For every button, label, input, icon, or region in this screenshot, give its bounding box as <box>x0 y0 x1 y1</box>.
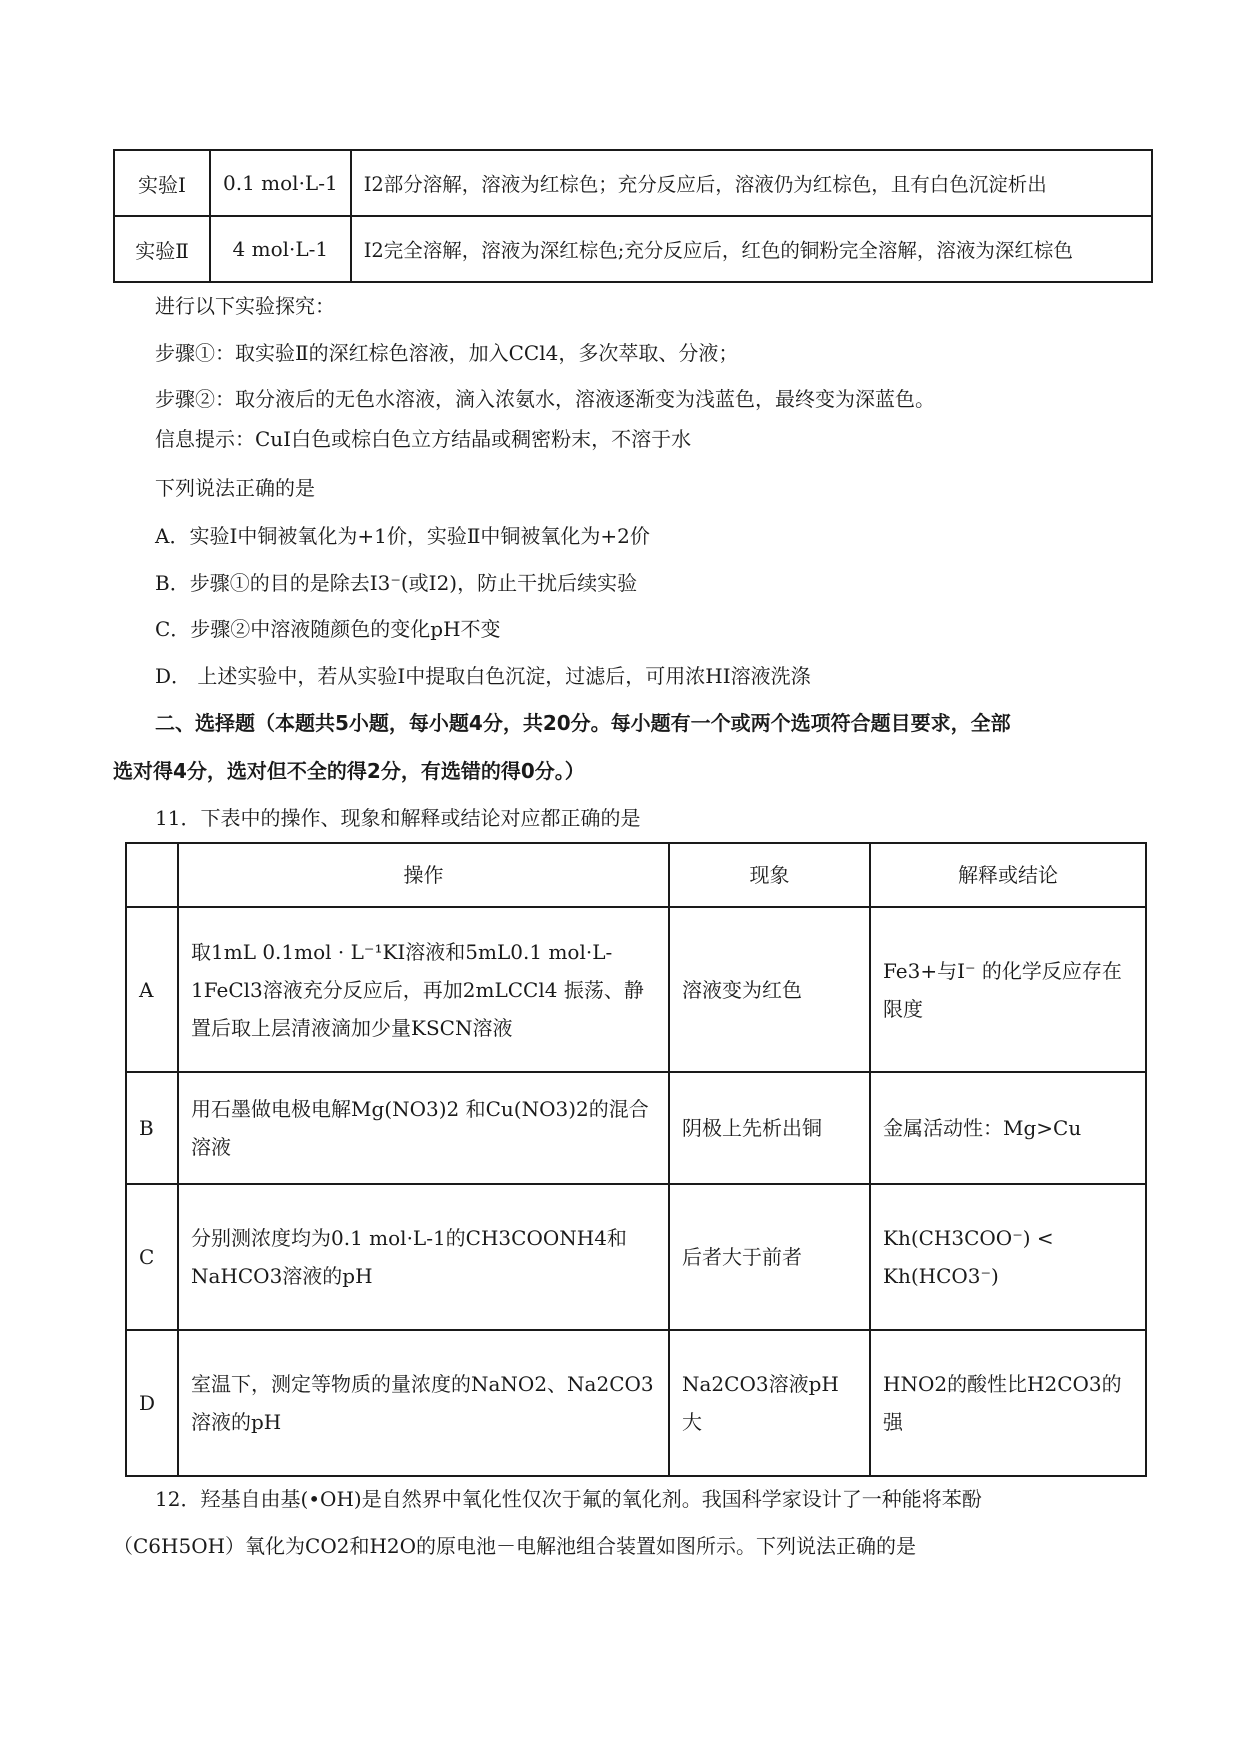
table-row <box>114 150 1152 216</box>
question-12: 12．羟基自由基(•OH)是自然界中氧化性仅次于氟的氧化剂。我国科学家设计了一种能将苯酚 <box>155 1487 982 1511</box>
hint-text: 信息提示：CuI白色或棕白色立方结晶或稠密粉末，不溶于水 <box>155 427 692 451</box>
table-row <box>114 216 1152 282</box>
header-blank <box>126 843 178 907</box>
observation: I2部分溶解，溶液为红棕色；充分反应后，溶液仍为红棕色，且有白色沉淀析出 <box>351 150 1152 216</box>
q11-table <box>125 842 1147 1477</box>
question-11: 11．下表中的操作、现象和解释或结论对应都正确的是 <box>155 806 641 830</box>
phenomenon-cell: 阴极上先析出铜 <box>669 1072 870 1184</box>
question-12-cont: （C6H5OH）氧化为CO2和H2O的原电池－电解池组合装置如图所示。下列说法正确的是 <box>113 1534 917 1558</box>
section-2-heading-cont: 选对得4分，选对但不全的得2分，有选错的得0分。） <box>113 759 585 783</box>
option-b: B．步骤①的目的是除去I3⁻(或I2)，防止干扰后续实验 <box>155 571 638 595</box>
conclusion-cell: Kh(CH3COO⁻) < Kh(HCO3⁻) <box>870 1184 1146 1330</box>
conclusion-cell: 金属活动性：Mg>Cu <box>870 1072 1146 1184</box>
header-phenomenon: 现象 <box>669 843 870 907</box>
intro-text: 进行以下实验探究： <box>155 294 335 318</box>
option-a: A．实验Ⅰ中铜被氧化为+1价，实验Ⅱ中铜被氧化为+2价 <box>155 524 650 548</box>
table-row <box>126 1184 1146 1330</box>
phenomenon-cell: 后者大于前者 <box>669 1184 870 1330</box>
table-row <box>126 1330 1146 1476</box>
step-2-text: 步骤②：取分液后的无色水溶液，滴入浓氨水，溶液逐渐变为浅蓝色，最终变为深蓝色。 <box>155 387 935 411</box>
conclusion-cell: Fe3+与I⁻ 的化学反应存在限度 <box>870 907 1146 1072</box>
phenomenon-cell: Na2CO3溶液pH大 <box>669 1330 870 1476</box>
concentration: 0.1 mol·L-1 <box>210 150 351 216</box>
step-1-text: 步骤①：取实验Ⅱ的深红棕色溶液，加入CCl4，多次萃取、分液； <box>155 341 739 365</box>
experiment-name: 实验Ⅰ <box>114 150 210 216</box>
operation-cell: 分别测浓度均为0.1 mol·L-1的CH3COONH4和NaHCO3溶液的pH <box>178 1184 669 1330</box>
question-text: 下列说法正确的是 <box>155 476 315 500</box>
section-2-heading: 二、选择题（本题共5小题，每小题4分，共20分。每小题有一个或两个选项符合题目要求，全部 <box>155 711 1011 735</box>
row-label: B <box>126 1072 178 1184</box>
operation-cell: 取1mL 0.1mol · L⁻¹KI溶液和5mL0.1 mol·L-1FeCl3溶液充分反应后，再加2mLCCl4 振荡、静置后取上层清液滴加少量KSCN溶液 <box>178 907 669 1072</box>
table-row <box>126 1072 1146 1184</box>
row-label: C <box>126 1184 178 1330</box>
experiment-name: 实验Ⅱ <box>114 216 210 282</box>
row-label: D <box>126 1330 178 1476</box>
experiment-table <box>113 149 1153 283</box>
table-header-row <box>126 843 1146 907</box>
operation-cell: 用石墨做电极电解Mg(NO3)2 和Cu(NO3)2的混合溶液 <box>178 1072 669 1184</box>
conclusion-cell: HNO2的酸性比H2CO3的强 <box>870 1330 1146 1476</box>
option-c: C．步骤②中溶液随颜色的变化pH不变 <box>155 617 501 641</box>
table-row <box>126 907 1146 1072</box>
option-d: D． 上述实验中，若从实验Ⅰ中提取白色沉淀，过滤后，可用浓HI溶液洗涤 <box>155 664 811 688</box>
header-operation: 操作 <box>178 843 669 907</box>
concentration: 4 mol·L-1 <box>210 216 351 282</box>
header-conclusion: 解释或结论 <box>870 843 1146 907</box>
operation-cell: 室温下，测定等物质的量浓度的NaNO2、Na2CO3溶液的pH <box>178 1330 669 1476</box>
phenomenon-cell: 溶液变为红色 <box>669 907 870 1072</box>
row-label: A <box>126 907 178 1072</box>
observation: I2完全溶解，溶液为深红棕色;充分反应后，红色的铜粉完全溶解，溶液为深红棕色 <box>351 216 1152 282</box>
